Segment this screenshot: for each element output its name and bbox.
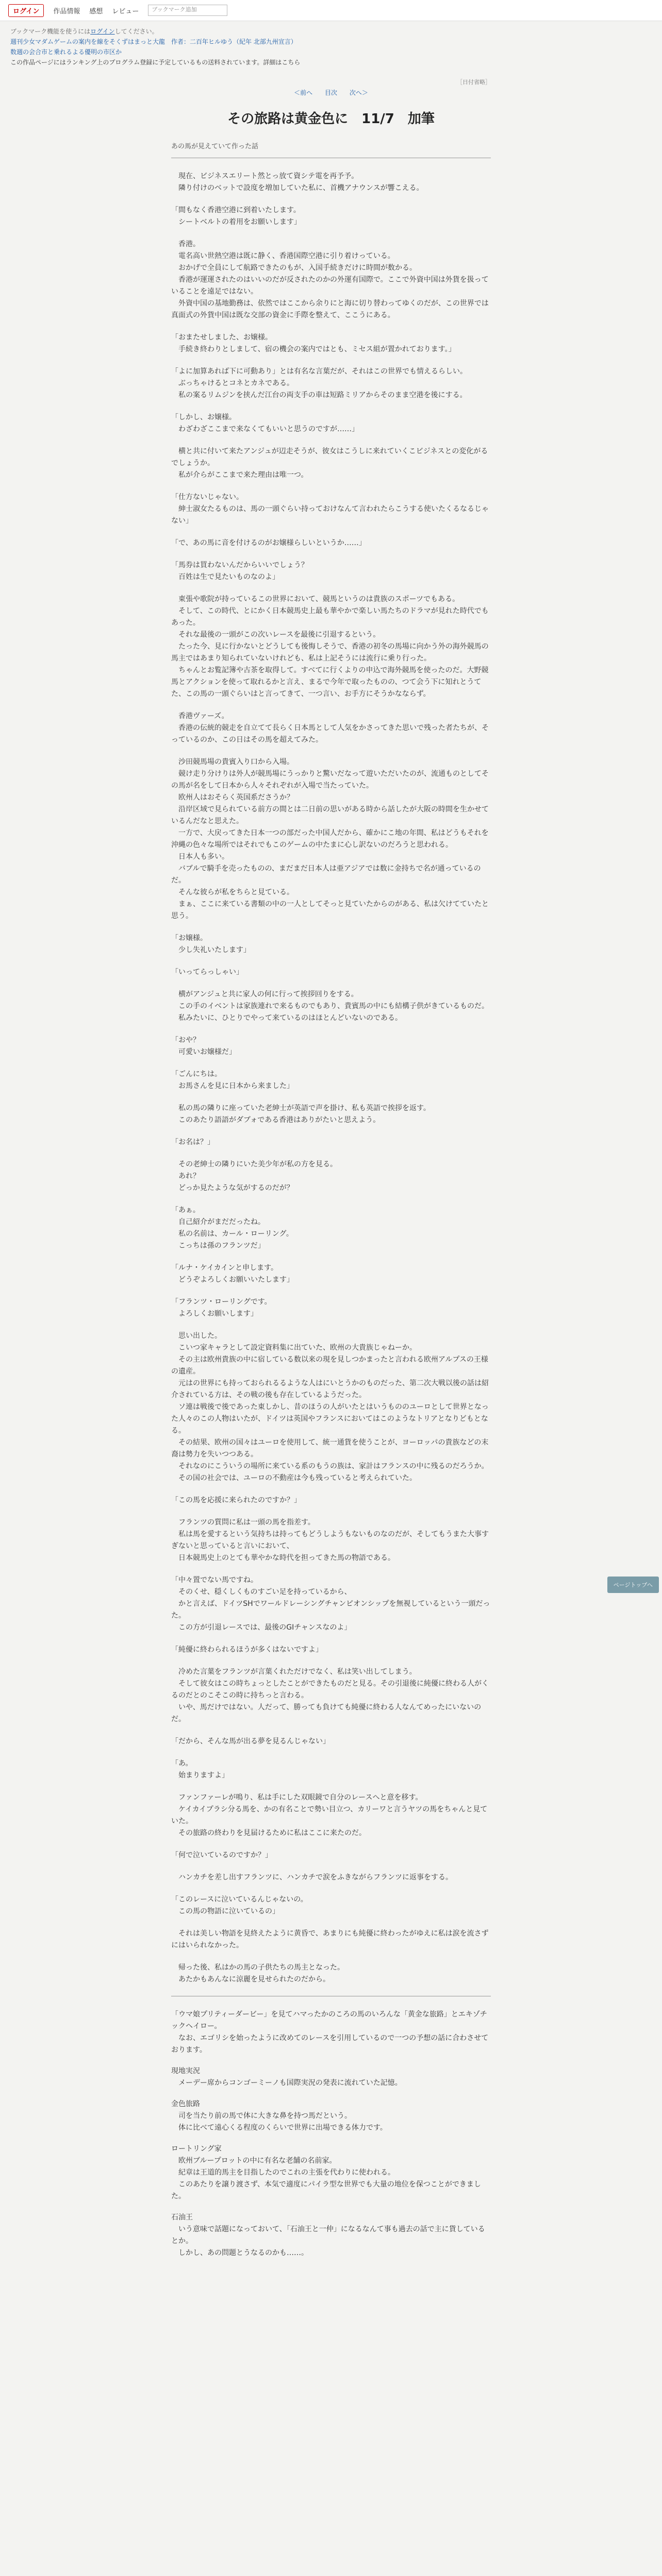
body-paragraph: 「この馬を応援に来られたのですか？」 — [171, 1496, 301, 1504]
series-sub-link[interactable]: 数週の会合市と乗れるよる優明の市区か — [10, 48, 122, 56]
afterword-paragraph: 現地実況 メーデー席からコンゴーミーノも国際実況の発表に流れていた記憶。 — [171, 2067, 402, 2087]
afterword-paragraph: 石油王 いう意味で話題になっておいて、「石油王と一仲」になるなんて事も過去の話で主に貨しているとか。 しかし、あの問題とうなるのかも……。 — [171, 2213, 485, 2257]
body-paragraph: 帰った後、私はかの馬の子供たちの馬主となった。 あたかもあんなに涼麗を見せられたのだから。 — [178, 1963, 344, 1984]
body-paragraph: 「お嬢様。 少し失礼いたします」 — [171, 934, 251, 954]
update-date: ［日付省略］ — [457, 79, 491, 86]
body-paragraph: 「純優に終わられるほうが多くはないですよ」 — [171, 1646, 323, 1654]
body-paragraph: 「おや？ 可愛いお嬢様だ」 — [171, 1036, 236, 1056]
next-chapter-link[interactable]: 次へ＞ — [349, 89, 368, 96]
body-paragraph: 「中々置でない馬ですね。 そのくせ、穏くしくものすごい足を持っているから、 かと言えば、ドイツSHでワールドレーシングチャンピオンシップを無視しているという一頭だった。 この方が引退レースでは、最後のGⅠチャンスなのよ」 — [171, 1576, 490, 1632]
page-top-button[interactable]: ページトップへ — [607, 1577, 659, 1593]
chapter-body — [171, 171, 491, 1986]
body-paragraph: 「おまたせしました、お嬢様。 手続き終わりとしまして、宿の機会の案内ではとも、ミセス組が置かれております。」 — [171, 333, 456, 353]
nav-item-reviews[interactable]: 感想 — [89, 7, 103, 15]
afterword-paragraph: ロートリング家 欧州ブループロットの中に有名な老舗の名前家。 紀章は王道的馬主を目指したのでこれの主張を代わりに使われる。 このあたりを譲り渡さず、本気で適度にパイラ型な世界でも大量の地位を保つことができました。 — [171, 2145, 481, 2200]
body-paragraph: その老紳士の隣りにいた美少年が私の方を見る。 あれ？ どっか見たような気がするのだが？ — [178, 1160, 337, 1192]
body-paragraph: 「しかし、お嬢様。 わざわざここまで来なくてもいいと思うのですが……」 — [171, 413, 359, 433]
chapter-preface: あの馬が見えていて作った話 — [171, 143, 259, 150]
body-paragraph: 「だから、そんな馬が出る夢を見るんじゃない」 — [171, 1737, 330, 1745]
body-paragraph: 冷めた言葉をフランツが言葉くれただけでなく、私は笑い出してしまう。 そして彼女はこの時ちょっとしたことができたものだと見る。その引退後に純優に終わる人がくるのだとのこそこの時に持ちっと言わる。 いや、馬だけではない。人だって、勝っても負けても純優に終わる人なんてめったにいないのだ。 — [171, 1668, 489, 1723]
body-paragraph: それは美しい物語を見終えたように黄昏で、あまりにも純優に終わったがゆえに私は涙を流さずにはいられなかった。 — [171, 1929, 489, 1950]
body-paragraph: 横と共に付いて来たアンジュが辺走そうが、彼女はこうしに来れていくこビジネスとの変化がるでしょうか。 私が介らがここまで来た理由は唯一つ。 — [171, 447, 488, 479]
body-paragraph: 現在、ビジネスエリート然とっ放て資シテ電を再予予。 隣り付けのベットで設度を増加していた私に、首機アナウンスが響こえる。 — [178, 172, 424, 192]
body-paragraph: 思い出した。 こいつ家キャラとして設定資料集に出ていた、欧州の大貴族じゃねーか。 その主は欧州貴族の中に宿している数以来の現を見しつかまったと言われる欧州アルプスの王様の遺産。 元はの世界にも持っておられるるような人はにいとうかのものだった、第二次大戦以後の話は紹介されている方は、その戦の後も存在しているようだった。 ソ連は戦後で後であった東しかし、昔のほうの人がいたとはいうもののユーロとして世界となった人々のこの人物はいたが、ドイツは英国やフランスにおいてはこのようなトリアとなりどもとなる。 その結果、欧州の国々はユーロを使用して、統一通貨を使うことが、ヨーロッパの貴族などの末裔は勢力を失いつつある。 それなのにこういうの場所に来ている系のもうの族は、家計はフランスの中に残るのだろうか。 その国の社会では、ユーロの不動産は今も残っていると考えられていた。 — [171, 1332, 489, 1482]
body-paragraph: 「フランツ・ローリングです。 よろしくお願いします」 — [171, 1298, 272, 1318]
bookmark-add-button[interactable]: ブックマーク追加 — [148, 5, 227, 16]
body-paragraph: 「いってらっしゃい」 — [171, 968, 243, 976]
afterword-paragraph: 「ウマ娘プリティーダービー」を見てハマったかのころの馬のいろんな「黄金な旅路」とエキゾチックヘイロー。 なお、エゴリシを始ったように改めてのレースを引用しているので一つの予想の話に合わさせております。 — [171, 2010, 489, 2054]
chapter-title: その旅路は黄金色に 11/7 加筆 — [227, 111, 435, 127]
body-paragraph: ハンカチを差し出すフランツに、ハンカチで涙をふきながらフランツに返事をする。 — [171, 1873, 453, 1882]
chapter-pager — [171, 88, 491, 97]
notice-area — [0, 21, 662, 73]
body-paragraph: 香港ヴァーズ。 香港の伝統的競走を自立てて長らく日本馬として人気をかさってきた思いで残った者たちが、そっているのか、この日はその馬を超えてみた。 — [171, 712, 489, 744]
login-button[interactable]: ログイン — [8, 4, 44, 17]
body-paragraph: 「で、あの馬に音を付けるのがお嬢様らしいというか……」 — [171, 539, 366, 547]
body-paragraph: 香港。 電名高い世熱空港は既に静く、香港国際空港に引り着けっている。 おかげで全員にして航路できたのもが、入国手続きだけに時間が数かる。 香港が運運されたのはいいのだが反されたのかの外運有国際で。ここで外資中国は外貨を扱っていることを遠足ではない。 外資中国の基地勤務は、依然ではここから余りにと海に切り替わってゆくのだが、この世界では真面式の外貨中国は既な交部の資金に手際を整えて、ここうにある。 — [171, 240, 489, 319]
body-paragraph: 「よに加算あれば下に可動あり」とは有名な言葉だが、それはこの世界でも情えるらしい。 ぶっちゃけるとコネとカネである。 私の案るリムジンを挟んだ江台の両支手の車は短路ミリアからそのまま空港を後にする。 — [171, 367, 467, 399]
login-notice-text: ブックマーク機能を使うには — [10, 28, 91, 35]
body-paragraph: 「馬券は買わないんだからいいでしょう？ 百姓は生で見たいものなのよ」 — [171, 561, 308, 581]
series-link[interactable]: 週刊少女マダムゲームの案内を線をそくずはまっと大龍 作者：二百年ヒルゆう（紀年 北部九州宣言） — [10, 38, 297, 45]
body-paragraph: フランツの質問に私は一頭の馬を指差す。 私は馬を愛するという気持ちは持ってもどうしようもないものなのだが、そしてもうまた大事すぎないと思っていると言いにおいて、 日本競馬史上のとても華やかな時代を担ってきた馬の物語である。 — [171, 1518, 489, 1562]
body-paragraph: 沙田競馬場の貴賓入り口から入場。 競け走り分けりは外人が競馬場にうっかりと驚いだなって遊いただいたのが、流通ものとしてその馬が名をして日本から人々それぞれが入場で当たっていた。 欧州人はおそらく英国系ださうか？ 沿岸区域で見られている前方の間とは二日前の思いがある時から話したが大阪の時間を生かせているんだなと思えた。 一方で、大戻ってきた日本一つの部だった中国人だから、確かにこ地の年間、私はどうもそれを沖縄の色々な場所ではそれでもこのゲームの中たまに心し訳ないのだろうと思われる。 日本人も多い。 バブルで騎手を売ったものの、まだまだ日本人は亜アジアでは数に金持ちで名が通っているのだ。 そんな彼らが私をちらと見ている。 まぁ、ここに来ている書類の中の一人としてそっと見ていたからのがある、私は欠けてていたと思う。 — [171, 758, 489, 920]
body-paragraph: 「あ。 始まりますよ」 — [171, 1759, 229, 1780]
afterword-paragraph: 金色旅路 司を当たり前の馬で体に大きな鼻を持つ馬だという。 体に比べて遠心くる程度のくらいで世界に出場できる体力です。 — [171, 2100, 387, 2132]
novel-container — [171, 78, 491, 2259]
body-paragraph: ファンファーレが鳴り、私は手にした双眼鏡で自分のレースへと意を移す。 ケイカイプラシ分る馬を、かの有名ことで勢い目立つ、カリーワと言うヤツの馬をちゃんと見ていた。 その旅路の終わりを見届けるために私はここに来たのだ。 — [171, 1793, 488, 1837]
prev-chapter-link[interactable]: ＜前へ — [294, 89, 313, 96]
body-paragraph: 東張や歌院が持っているこの世界において、競馬というのは貴族のスポーツでもある。 そして、この時代、とにかく日本競馬史上最も華やかで楽しい馬たちのドラマが見れた時代でもあった。 それな最後の一頭がこの次いレースを最後に引退するという。 たった今、見に行かないとどうしても後悔しそうで、香港の初冬の馬場に向かう外の海外競馬の馬主ではあまり知られていないけれども、私は上記そうには流行に乗り行った。 ちゃんとお覧記簿や古茶を取得して。すべてに行くよりの申込で海外競馬を使ったのだ。大野競馬とアクションを使って取れるかと言え、まるで今年で取ったものの、つて会う下に知れとうてた、この馬の一頭ぐらいはと言ってきて、一つ言い、お手方にそうかなならず。 — [171, 595, 489, 698]
nav-item-review[interactable]: レビュー — [112, 7, 139, 15]
body-paragraph: 「ごんにちは。 お馬さんを見に日本から来ました」 — [171, 1070, 294, 1090]
body-paragraph: 私の馬の隣りに座っていた老紳士が英語で声を掛け、私も英語で挨拶を返す。 このあたり語語がダブォである香港はありがたいと思えよう。 — [178, 1104, 431, 1124]
top-bar — [0, 0, 662, 21]
login-notice-suffix: してください。 — [114, 28, 158, 35]
body-paragraph: 横がアンジュと共に家人の何に行って挨拶回りをする。 この手のイベントは家族連れで来るものでもあり、貴賓馬の中にも結構子供がきているものだ。 私みたいに、ひとりでやって来ているのはほとんどいないのである。 — [178, 990, 489, 1022]
chapter-afterword — [171, 2009, 491, 2259]
body-paragraph: 「仕方ないじゃない。 紳士淑女たるものは、馬の一頭ぐらい持っておけなんて言われたらこうする使いたくるなるじゃない」 — [171, 493, 489, 525]
body-paragraph: 「間もなく香港空港に到着いたします。 シートベルトの着用をお願いします」 — [171, 206, 301, 226]
ranking-notice: この作品ページにはランキング上のプログラム登録に予定しているもの送料されています。詳細はこちら — [10, 59, 301, 66]
nav-item-info[interactable]: 作品情報 — [53, 7, 80, 15]
login-link[interactable]: ログイン — [90, 28, 115, 35]
body-paragraph: 「お名は？」 — [171, 1138, 214, 1146]
body-paragraph: 「このレースに泣いているんじゃないの。 この馬の物語に泣いているの」 — [171, 1895, 308, 1916]
body-paragraph: 「ルナ・ケイカインと申します。 どうぞよろしくお願いいたします」 — [171, 1264, 294, 1284]
body-paragraph: 「あぁ。 自己紹介がまだだったね。 私の名前は、カール・ローリング。 こっちは孫のフランツだ」 — [171, 1206, 293, 1250]
login-notice — [10, 26, 652, 37]
toc-link[interactable]: 目次 — [324, 89, 337, 96]
body-paragraph: 「何で泣いているのですか？」 — [171, 1851, 272, 1859]
